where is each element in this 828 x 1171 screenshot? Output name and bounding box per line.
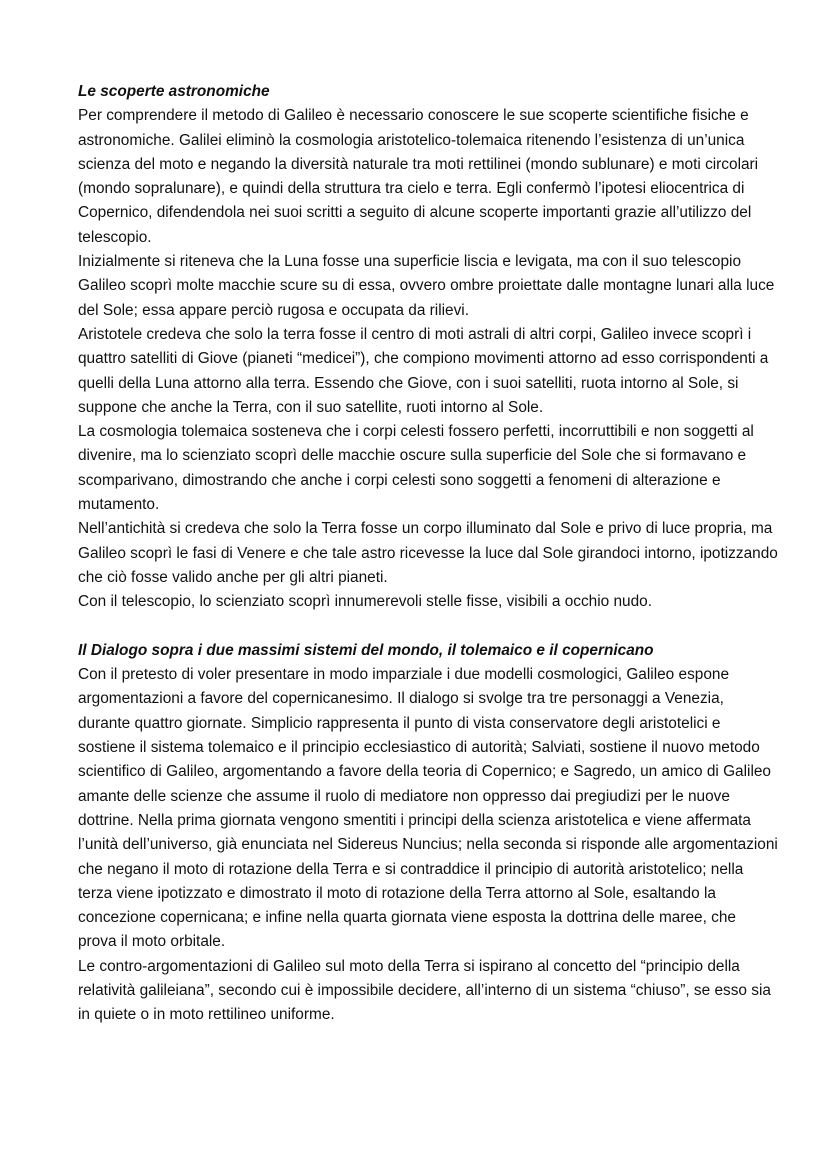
document-page — [78, 80, 778, 1028]
paragraph: Con il telescopio, lo scienziato scoprì innumerevoli stelle fisse, visibili a occhio nudo. — [78, 593, 653, 611]
section-spacer — [78, 615, 778, 639]
section-title: Le scoperte astronomiche — [78, 83, 270, 100]
paragraph: Aristotele credeva che solo la terra fosse il centro di moti astrali di altri corpi, Galileo invece scoprì i quattro satelliti di Giove (pianeti “medicei”), che compiono movimenti attorno ad esso corrispondenti a quelli della Luna attorno alla terra. Essendo che Giove, con i suoi satelliti, ruota intorno al Sole, si suppone che anche la Terra, con il suo satellite, ruoti intorno al Sole. — [78, 325, 769, 416]
section-scoperte-astronomiche — [78, 80, 778, 615]
paragraph: Con il pretesto di voler presentare in modo imparziale i due modelli cosmologici, Galileo espone argomentazioni a favore del copernicanesimo. Il dialogo si svolge tra tre personaggi a Venezia, durante quattro giornate. Simplicio rappresenta il punto di vista conservatore degli aristotelici e sostiene il sistema tolemaico e il principio ecclesiastico di autorità; Salviati, sostiene il nuovo metodo scientifico di Galileo, argomentando a favore della teoria di Copernico; e Sagredo, un amico di Galileo amante delle scienze che assume il ruolo di mediatore non oppresso dai pregiudizi per le nuove dottrine. Nella prima giornata vengono smentiti i principi della scienza aristotelica e viene affermata l’unità dell’universo, già enunciata nel Sidereus Nuncius; nella seconda si risponde alle argomentazioni che negano il moto di rotazione della Terra e si contraddice il principio di autorità aristotelico; nella terza viene ipotizzato e dimostrato il moto di rotazione della Terra attorno al Sole, esaltando la concezione copernicana; e infine nella quarta giornata viene esposta la dottrina delle maree, che prova il moto orbitale. — [78, 666, 778, 951]
section-dialogo-massimi-sistemi — [78, 639, 778, 1028]
paragraph: Per comprendere il metodo di Galileo è necessario conoscere le sue scoperte scientifiche fisiche e astronomiche. Galilei eliminò la cosmologia aristotelico-tolemaica ritenendo l’esistenza di un’unica scienza del moto e negando la diversità naturale tra moti rettilinei (mondo sublunare) e moti circolari (mondo sopralunare), e quindi della struttura tra cielo e terra. Egli confermò l’ipotesi eliocentrica di Copernico, difendendola nei suoi scritti a seguito di alcune scoperte importanti grazie all’utilizzo del telescopio. — [78, 107, 759, 246]
paragraph: Le contro-argomentazioni di Galileo sul moto della Terra si ispirano al concetto del “principio della relatività galileiana”, secondo cui è impossibile decidere, all’interno di un sistema “chiuso”, se esso sia in quiete o in moto rettilineo uniforme. — [78, 957, 771, 1024]
section-title: Il Dialogo sopra i due massimi sistemi del mondo, il tolemaico e il copernicano — [78, 641, 654, 659]
paragraph: La cosmologia tolemaica sosteneva che i corpi celesti fossero perfetti, incorruttibili e non soggetti al divenire, ma lo scienziato scoprì delle macchie oscure sulla superficie del Sole che si formavano e scomparivano, dimostrando che anche i corpi celesti sono soggetti a fenomeni di alterazione e mutamento. — [78, 423, 754, 514]
paragraph: Nell’antichità si credeva che solo la Terra fosse un corpo illuminato dal Sole e privo di luce propria, ma Galileo scoprì le fasi di Venere e che tale astro ricevesse la luce dal Sole girandoci intorno, ipotizzando che ciò fosse valido anche per gli altri pianeti. — [78, 520, 778, 586]
paragraph: Inizialmente si riteneva che la Luna fosse una superficie liscia e levigata, ma con il suo telescopio Galileo scoprì molte macchie scure su di essa, ovvero ombre proiettate dalle montagne lunari alla luce del Sole; essa appare perciò rugosa e occupata da rilievi. — [78, 253, 775, 319]
